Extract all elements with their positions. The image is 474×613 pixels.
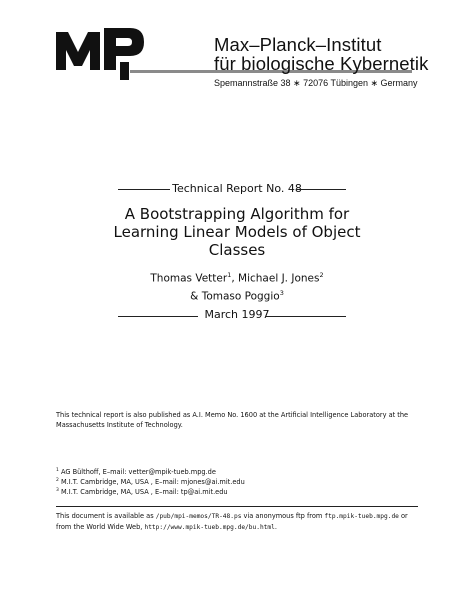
author-vetter: Thomas Vetter [150, 272, 228, 285]
date-rule-right [266, 316, 346, 317]
footnotes [56, 467, 416, 496]
footnote-1-number: 1 [56, 468, 59, 473]
report-title [0, 205, 474, 259]
author-poggio-footnote-mark: 3 [279, 288, 284, 297]
author-jones: Michael J. Jones [238, 272, 320, 285]
footnote-2-number: 2 [56, 477, 59, 483]
authors-line-2 [0, 286, 474, 304]
institute-name-line1: Max–Planck–Institut [214, 34, 382, 55]
availability-end: . [274, 523, 277, 531]
availability-note [56, 511, 416, 533]
author-separator: , [231, 272, 239, 285]
availability-or: or from the World Wide Web, [56, 512, 408, 531]
author-jones-footnote-mark: 2 [319, 271, 324, 279]
footnote-3 [56, 487, 416, 497]
title-line-1: A Bootstrapping Algorithm for [124, 205, 350, 223]
authors-line-1 [0, 268, 474, 286]
report-label: Technical Report No. 48 [172, 182, 302, 195]
title-line-2: Learning Linear Models of Object [113, 223, 361, 241]
footnote-3-number: 3 [56, 487, 59, 493]
footnote-2 [56, 477, 416, 487]
availability-mid: via anonymous ftp from [241, 512, 325, 520]
institute-name-line2: für biologische Kybernetik [214, 53, 429, 74]
report-label-rule-right [296, 189, 346, 190]
footnote-1 [56, 467, 416, 477]
footnote-3-text: M.I.T. Cambridge, MA, USA , E–mail: tp@ai.mit.edu [60, 487, 228, 496]
title-line-3: Classes [208, 241, 266, 259]
report-date: March 1997 [204, 308, 270, 321]
footnote-rule [56, 506, 418, 507]
footnote-2-text: M.I.T. Cambridge, MA, USA , E–mail: mjones@ai.mit.edu [60, 477, 245, 486]
footnote-1-text: AG Bülthoff, E–mail: vetter@mpik-tueb.mpg.de [60, 468, 216, 477]
availability-url[interactable]: http://www.mpik-tueb.mpg.de/bu.html [144, 524, 275, 531]
publication-note: This technical report is also published as A.I. Memo No. 1600 at the Artificial Intelligence Laboratory at the Massachusetts Institute of Technology. [56, 411, 409, 429]
author-vetter-footnote-mark: 1 [227, 271, 232, 279]
institute-address: Spemannstraße 38 ∗ 72076 Tübingen ∗ Germany [214, 78, 418, 88]
author-ampersand: & [190, 290, 202, 302]
availability-ftp-host[interactable]: ftp.mpik-tueb.mpg.de [324, 513, 399, 520]
availability-prefix: This document is available as [56, 512, 156, 520]
authors [0, 268, 474, 303]
availability-path: /pub/mpi-memos/TR-48.ps [155, 513, 242, 520]
author-poggio: Tomaso Poggio [201, 290, 280, 302]
